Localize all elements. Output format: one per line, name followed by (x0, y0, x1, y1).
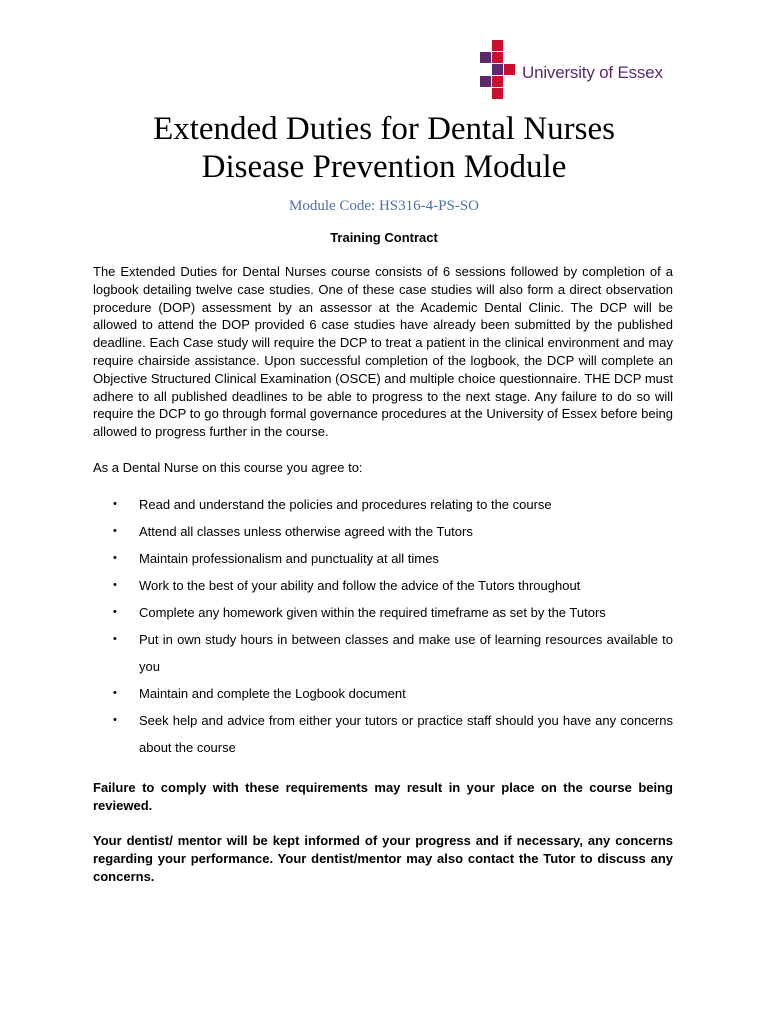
logo-text: University of Essex (522, 63, 663, 82)
list-item-text: Seek help and advice from either your tutors or practice staff should you have any concerns about the course (139, 712, 673, 755)
intro-paragraph: The Extended Duties for Dental Nurses course consists of 6 sessions followed by completion of a logbook detailing twelve case studies. One of these case studies will also form a direct observation procedure (DOP) assessment by an assessor at the Academic Dental Clinic. The DCP will be allowed to attend the DOP provided 6 case studies have already been submitted by the published deadline. Each Case study will require the DCP to treat a patient in the clinical environment and may require chairside assistance. Upon successful completion of the logbook, the DCP will complete an Objective Structured Clinical Examination (OSCE) and multiple choice questionnaire. THE DCP must adhere to all published deadlines to be able to progress to the next stage. Any failure to do so will require the DCP to go through formal governance procedures at the University of Essex before being allowed to progress further in the course. (93, 264, 673, 440)
list-item-text: Complete any homework given within the required timeframe as set by the Tutors (139, 604, 606, 620)
logo-blocks-icon (480, 40, 516, 102)
logo-block (480, 76, 491, 87)
bullet-icon: • (113, 578, 117, 591)
list-item-text: Maintain and complete the Logbook document (139, 685, 406, 701)
list-item (93, 545, 673, 572)
list-item-text: Put in own study hours in between classes and make use of learning resources available to you (139, 631, 673, 674)
list-item (93, 707, 673, 761)
requirements-list (93, 491, 673, 761)
list-item (93, 626, 673, 680)
logo-block (492, 76, 503, 87)
logo-block (492, 40, 503, 51)
document-title (0, 110, 768, 186)
title-line-2: Disease Prevention Module (201, 149, 567, 185)
list-item (93, 491, 673, 518)
list-item-text: Work to the best of your ability and follow the advice of the Tutors throughout (139, 577, 581, 593)
logo-block (492, 64, 503, 75)
list-item-text: Attend all classes unless otherwise agreed with the Tutors (139, 523, 473, 539)
list-item (93, 680, 673, 707)
logo-block (504, 64, 515, 75)
title-line-1: Extended Duties for Dental Nurses (153, 111, 615, 147)
list-item (93, 572, 673, 599)
university-logo (480, 40, 675, 102)
logo-block (492, 52, 503, 63)
bullet-icon: • (113, 686, 117, 699)
list-item (93, 518, 673, 545)
document-body (93, 263, 673, 886)
failure-notice: Failure to comply with these requirements may result in your place on the course being reviewed. (93, 779, 673, 813)
logo-block (492, 88, 503, 99)
mentor-notice: Your dentist/ mentor will be kept informed of your progress and if necessary, any concerns regarding your performance. Your dentist/mentor may also contact the Tutor to discuss any concerns. (93, 833, 673, 884)
bullet-icon: • (113, 713, 117, 726)
list-item-text: Maintain professionalism and punctuality at all times (139, 550, 439, 566)
bullet-icon: • (113, 497, 117, 510)
module-code: Module Code: HS316-4-PS-SO (288, 198, 479, 214)
bullet-icon: • (113, 605, 117, 618)
bullet-icon: • (113, 524, 117, 537)
bullet-icon: • (113, 551, 117, 564)
logo-block (480, 52, 491, 63)
bullet-icon: • (113, 632, 117, 645)
section-heading: Training Contract (330, 230, 438, 245)
list-item-text: Read and understand the policies and procedures relating to the course (139, 496, 552, 512)
list-item (93, 599, 673, 626)
agreement-intro: As a Dental Nurse on this course you agree to: (93, 459, 363, 475)
